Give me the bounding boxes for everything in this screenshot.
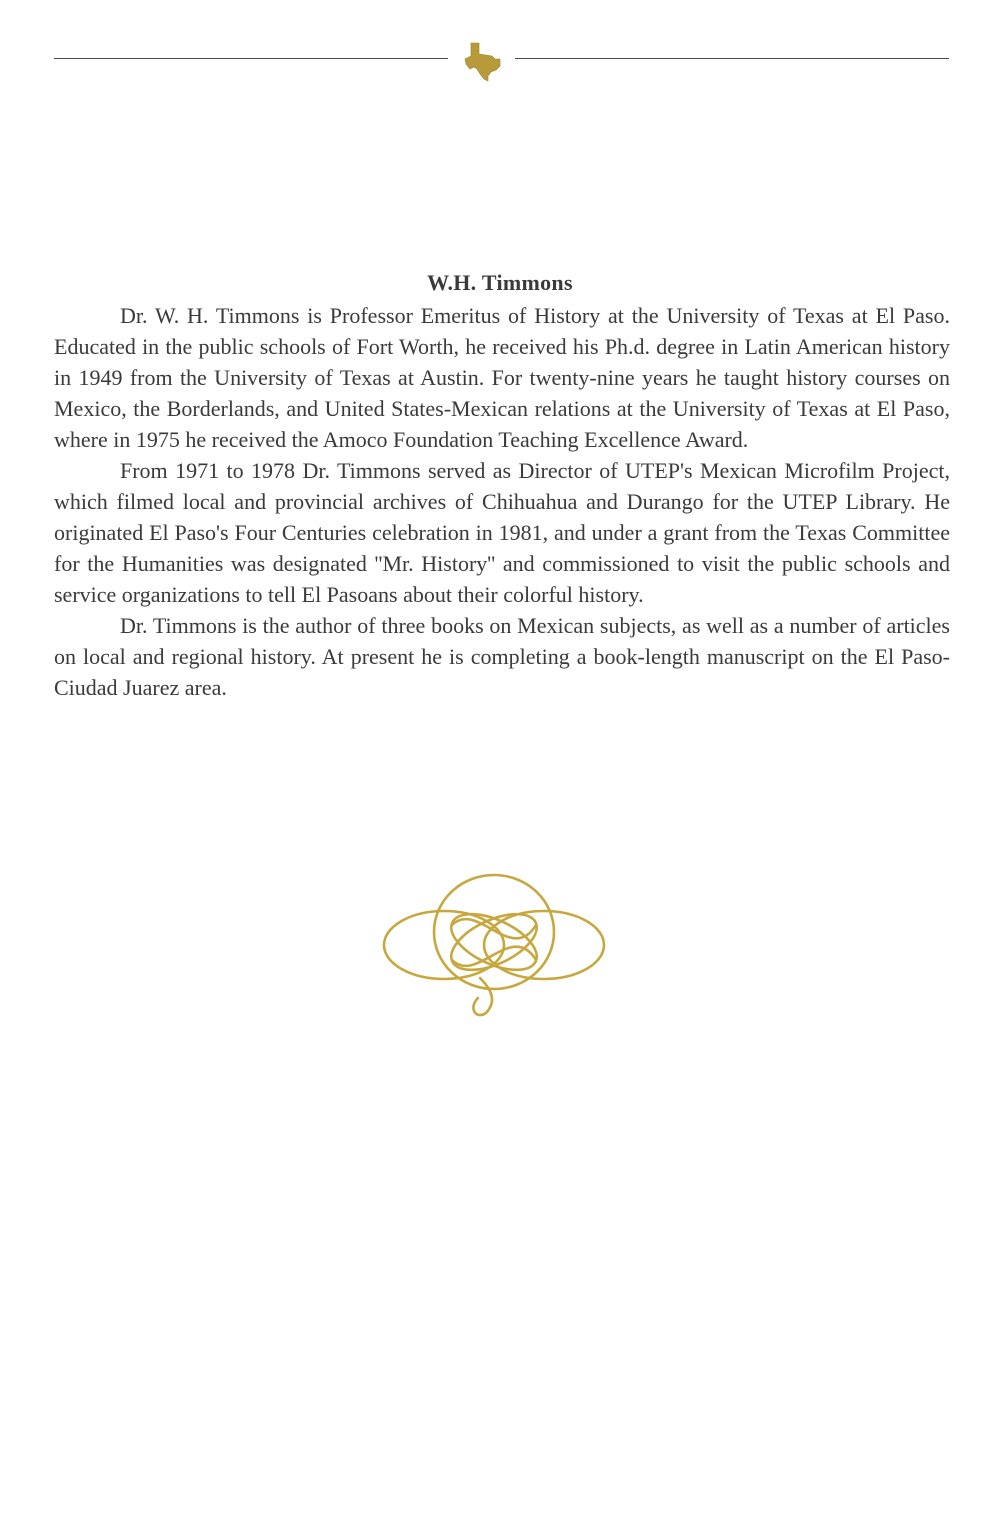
texas-state-icon — [462, 40, 504, 82]
bio-paragraph-1: Dr. W. H. Timmons is Professor Emeritus of History at the University of Texas at El Paso. Educated in the public schools of Fort Worth, he received his Ph.d. degree in Latin American history in 1949 from the University of Texas at Austin. For twenty-nine years he taught history courses on Mexico, the Borderlands, and United States-Mexican relations at the University of Texas at El Paso, where in 1975 he received the Amoco Foundation Teaching Excellence Award. — [54, 303, 950, 452]
header-rule-right — [515, 58, 949, 59]
bio-paragraph-2: From 1971 to 1978 Dr. Timmons served as Director of UTEP's Mexican Microfilm Project, which filmed local and provincial archives of Chihuahua and Durango for the UTEP Library. He originated El Paso's Four Centuries celebration in 1981, and under a grant from the Texas Committee for the Humanities was designated ''Mr. History'' and commissioned to visit the public schools and service organizations to tell El Pasoans about their colorful history. — [54, 458, 950, 607]
bio-body — [54, 300, 950, 703]
bio-title: W.H. Timmons — [427, 270, 573, 295]
header-rule-left — [54, 58, 448, 59]
bio-paragraph-3: Dr. Timmons is the author of three books on Mexican subjects, as well as a number of articles on local and regional history. At present he is completing a book-length manuscript on the El Paso-Ciudad Juarez area. — [54, 613, 950, 700]
flourish-ornament-icon — [382, 870, 606, 1020]
